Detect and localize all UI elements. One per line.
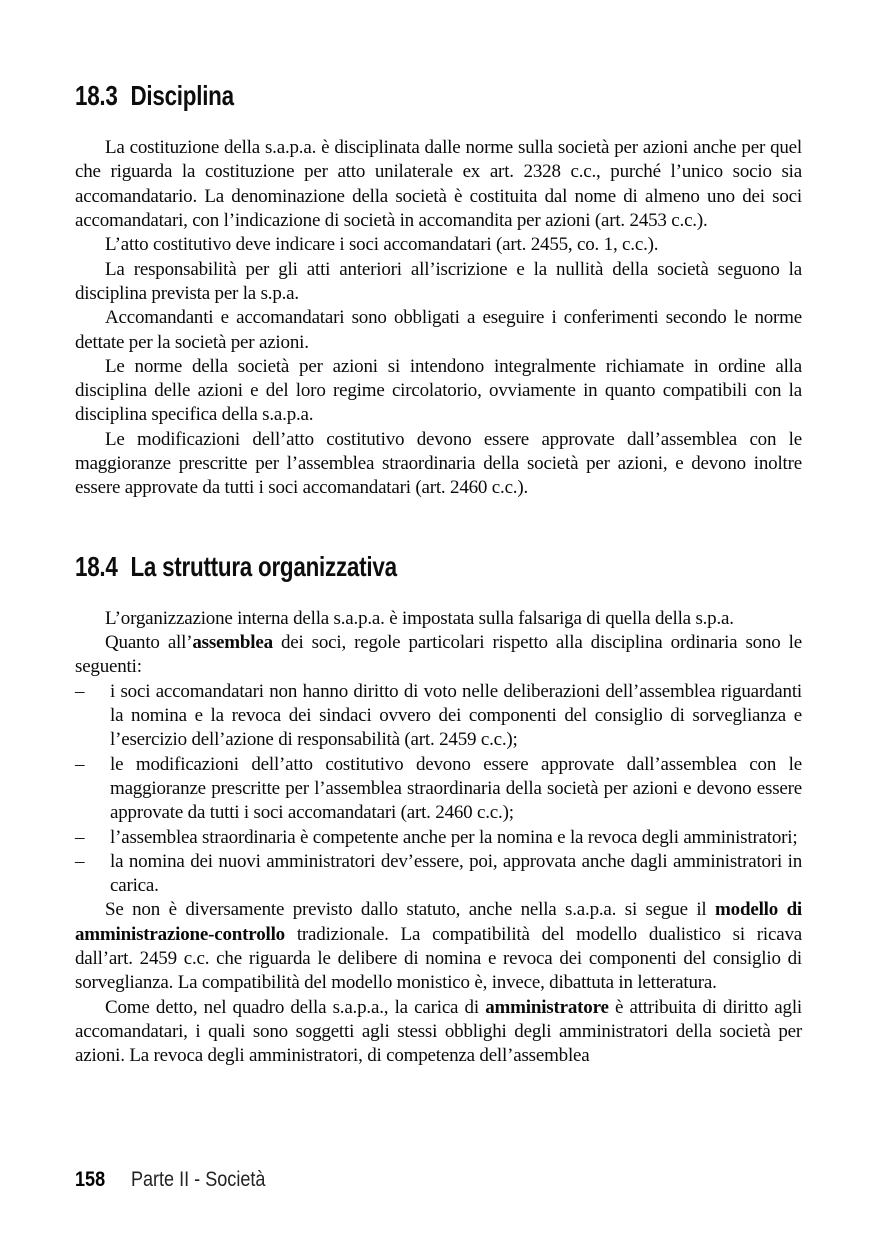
page-footer <box>75 1168 265 1191</box>
text-run: i soci accomandatari non hanno diritto di voto nelle deliberazioni dell’assemblea riguardanti la nomina e la revoca dei sindaci ovvero dei componenti del consiglio di sorveglianza e l’esercizio dell’azione di responsabilità (art. 2459 c.c.); <box>110 680 802 751</box>
bold-term: amministratore <box>485 996 609 1018</box>
section-number: 18.4 <box>75 550 118 582</box>
text-run: le modificazioni dell’atto costitutivo devono essere approvate dall’assemblea con le maggioranze prescritte per l’assemblea straordinaria della società per azioni e devono essere approvate da tutti i soci accomandatari (art. 2460 c.c.); <box>110 753 802 824</box>
text-run: L’organizzazione interna della s.a.p.a. è impostata sulla falsariga di quella della s.p.a. <box>105 607 734 629</box>
section-heading-disciplina <box>75 80 657 112</box>
text-run: La responsabilità per gli atti anteriori all’iscrizione e la nullità della società seguono la disciplina prevista per la s.p.a. <box>75 258 802 304</box>
paragraph <box>75 306 802 355</box>
text-run: è attribuita di diritto agli accomandatari, i quali sono soggetti agli stessi obblighi degli amministratori della società per azioni. La revoca degli amministratori, di competenza dell’assemblea <box>75 996 802 1067</box>
text-run: l’assemblea straordinaria è competente anche per la nomina e la revoca degli amministratori; <box>110 826 798 848</box>
page-number: 158 <box>75 1168 106 1191</box>
text-run: Se non è diversamente previsto dallo statuto, anche nella s.a.p.a. si segue il <box>105 899 716 921</box>
list-item <box>75 680 802 753</box>
section-number: 18.3 <box>75 80 118 111</box>
list-dash-marker: – <box>75 826 85 848</box>
paragraph <box>75 233 802 257</box>
section-title: La struttura organizzativa <box>130 550 397 582</box>
text-run: la nomina dei nuovi amministratori dev’essere, poi, approvata anche dagli amministratori in carica. <box>110 850 802 897</box>
paragraph <box>75 136 802 233</box>
page-content <box>75 80 802 1068</box>
text-run: La costituzione della s.a.p.a. è disciplinata dalle norme sulla società per azioni anche per quel che riguarda la costituzione per atto unilaterale ex art. 2328 c.c., purché l’unico socio sia accomandatario. La denominazione della società è costituita dal nome di almeno uno dei soci accomandatari, con l’indicazione di società in accomandita per azioni (art. 2453 c.c.). <box>75 137 802 232</box>
part-label: Parte II - Società <box>130 1168 266 1191</box>
paragraph <box>75 631 802 680</box>
bold-term: assemblea <box>192 632 273 654</box>
section-body-struttura-organizzativa <box>75 607 802 1069</box>
bold-term: modello di amministrazione-controllo <box>75 899 803 945</box>
text-run: L’atto costitutivo deve indicare i soci accomandatari (art. 2455, co. 1, c.c.). <box>105 234 659 256</box>
paragraph <box>75 428 802 501</box>
paragraph <box>75 355 802 428</box>
text-run: Accomandanti e accomandatari sono obbligati a eseguire i conferimenti secondo le norme dettate per la società per azioni. <box>75 307 802 353</box>
text-run: tradizionale. La compatibilità del modello dualistico si ricava dall’art. 2459 c.c. che riguarda le delibere di nomina e revoca dei componenti del consiglio di sorveglianza. La compatibilità del modello monistico è, invece, dibattuta in letteratura. <box>75 923 802 994</box>
list-dash-marker: – <box>75 753 85 775</box>
text-run: Le modificazioni dell’atto costitutivo devono essere approvate dall’assemblea con le maggioranze prescritte per l’assemblea straordinaria della società per azioni, e devono inoltre essere approvate da tutti i soci accomandatari (art. 2460 c.c.). <box>75 428 802 499</box>
paragraph <box>75 898 802 995</box>
text-run: Quanto all’ <box>105 632 193 654</box>
text-run: Come detto, nel quadro della s.a.p.a., la carica di <box>105 996 486 1018</box>
section-title: Disciplina <box>130 80 234 111</box>
list-item <box>75 850 802 899</box>
section-body-disciplina <box>75 136 802 500</box>
list-dash-marker: – <box>75 680 85 702</box>
section-heading-struttura-organizzativa <box>75 551 657 583</box>
paragraph <box>75 607 802 631</box>
list-dash-marker: – <box>75 850 85 872</box>
paragraph <box>75 258 802 307</box>
list-item <box>75 753 802 826</box>
text-run: dei soci, regole particolari rispetto alla disciplina ordinaria sono le seguenti: <box>75 632 802 678</box>
list-item <box>75 826 802 850</box>
text-run: Le norme della società per azioni si intendono integralmente richiamate in ordine alla disciplina delle azioni e del loro regime circolatorio, ovviamente in quanto compatibili con la disciplina specifica della s.a.p.a. <box>75 355 802 426</box>
paragraph <box>75 996 802 1069</box>
